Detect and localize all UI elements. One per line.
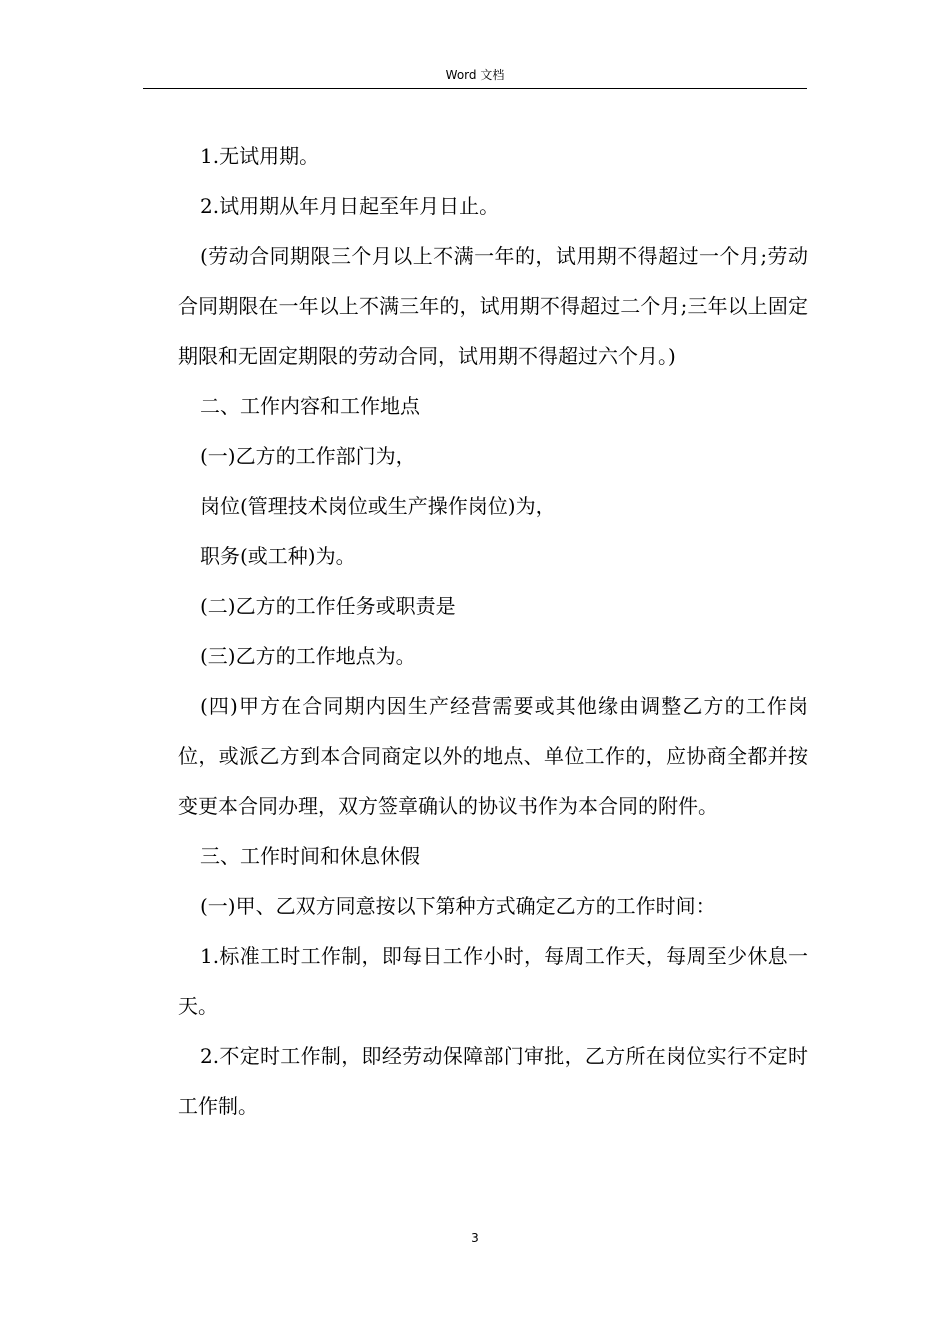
paragraph: (一)乙方的工作部门为，	[200, 444, 416, 468]
header-title: Word 文档	[445, 68, 505, 82]
section-heading: 三、工作时间和休息休假	[200, 844, 420, 868]
page-header	[143, 66, 807, 89]
paragraph: 2.不定时工作制，即经劳动保障部门审批，乙方所在岗位实行不定时工作制。	[178, 1044, 808, 1118]
section-heading: 二、工作内容和工作地点	[200, 394, 420, 418]
paragraph: (劳动合同期限三个月以上不满一年的，试用期不得超过一个月;劳动合同期限在一年以上不满三年的，试用期不得超过二个月;三年以上固定期限和无固定期限的劳动合同，试用期不得超过六个月。)	[178, 244, 808, 368]
page-number: 3	[471, 1231, 479, 1245]
paragraph: (一)甲、乙双方同意按以下第种方式确定乙方的工作时间：	[200, 894, 716, 918]
document-body	[178, 131, 808, 1131]
paragraph: (三)乙方的工作地点为。	[200, 644, 416, 668]
paragraph: (二)乙方的工作任务或职责是	[200, 594, 456, 618]
paragraph: 职务(或工种)为。	[200, 544, 356, 568]
paragraph: 1.标准工时工作制，即每日工作小时，每周工作天，每周至少休息一天。	[178, 944, 808, 1018]
paragraph: 岗位(管理技术岗位或生产操作岗位)为，	[200, 494, 556, 518]
paragraph: (四)甲方在合同期内因生产经营需要或其他缘由调整乙方的工作岗位，或派乙方到本合同商定以外的地点、单位工作的，应协商全都并按变更本合同办理，双方签章确认的协议书作为本合同的附件。	[178, 694, 808, 818]
paragraph: 1.无试用期。	[200, 144, 320, 168]
paragraph: 2.试用期从年月日起至年月日止。	[200, 194, 500, 218]
